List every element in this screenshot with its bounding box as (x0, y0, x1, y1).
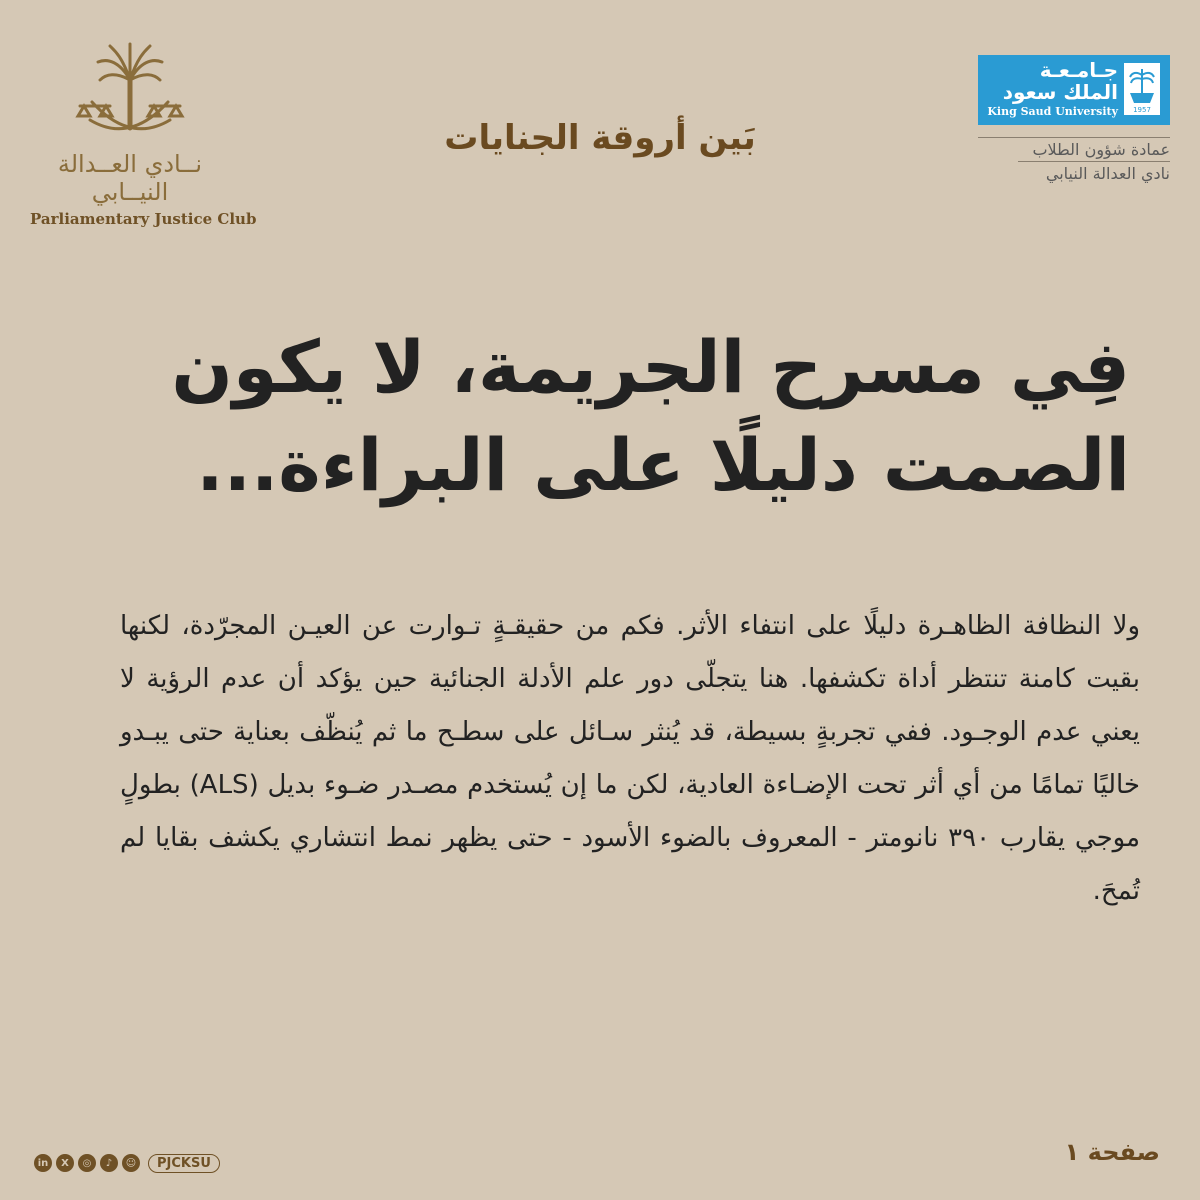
snapchat-icon[interactable]: ☺ (122, 1154, 140, 1172)
divider (1018, 161, 1170, 162)
university-seal-year: 1957 (1133, 106, 1151, 114)
linkedin-icon[interactable]: in (34, 1154, 52, 1172)
club-logo (30, 40, 257, 228)
university-logo-box (978, 55, 1170, 125)
headline-line-2: الصمت دليلًا على البراءة... (196, 423, 1130, 507)
page-number: صفحة ١ (1064, 1138, 1160, 1166)
body-paragraph: ولا النظافة الظاهـرة دليلًا على انتفاء الأثر. فكم من حقيقـةٍ تـوارت عن العيـن المجرّدة، لكنها بقيت كامنة تنتظر أداة تكشفها. هنا يتجلّى دور علم الأدلة الجنائية حين يؤكد أن عدم الرؤية لا يعني عدم الوجـود. ففي تجربةٍ بسيطة، قد يُنثر سـائل على سطـح ما ثم يُنظّف بعناية حتى يبـدو خاليًا تمامًا من أي أثر تحت الإضـاءة العادية، لكن ما إن يُستخدم مصـدر ضـوء بديل (ALS) بطولٍ موجي يقارب ٣٩٠ نانومتر - المعروف بالضوء الأسود - حتى يظهر نمط انتشاري يكشف بقايا لم تُمحَ. (120, 611, 1140, 906)
headline-line-1: فِي مسرح الجريمة، لا يكون (171, 325, 1130, 409)
university-club-name: نادي العدالة النيابي (1045, 164, 1170, 183)
palm-swords-scales-icon (70, 40, 190, 150)
university-name-arabic (984, 59, 1118, 103)
x-icon[interactable]: X (56, 1154, 74, 1172)
university-name-english: King Saud University (987, 105, 1118, 118)
club-name-arabic: نــادي العــدالة النيــابي (57, 150, 203, 206)
headline (70, 318, 1130, 514)
university-seal-icon (1124, 63, 1160, 115)
instagram-icon[interactable]: ◎ (78, 1154, 96, 1172)
series-title: بَين أروقة الجنايات (444, 118, 756, 158)
university-name-line1: جـامـعـة (1039, 58, 1118, 82)
university-name-line2: الملك سعود (1002, 80, 1118, 104)
tiktok-icon[interactable]: ♪ (100, 1154, 118, 1172)
social-handle[interactable]: PJCKSU (148, 1154, 220, 1173)
social-links (34, 1150, 220, 1176)
university-logo (978, 55, 1170, 183)
deanship-name: عمادة شؤون الطلاب (1032, 140, 1170, 159)
club-name-english: Parliamentary Justice Club (30, 210, 257, 228)
divider (978, 137, 1170, 138)
